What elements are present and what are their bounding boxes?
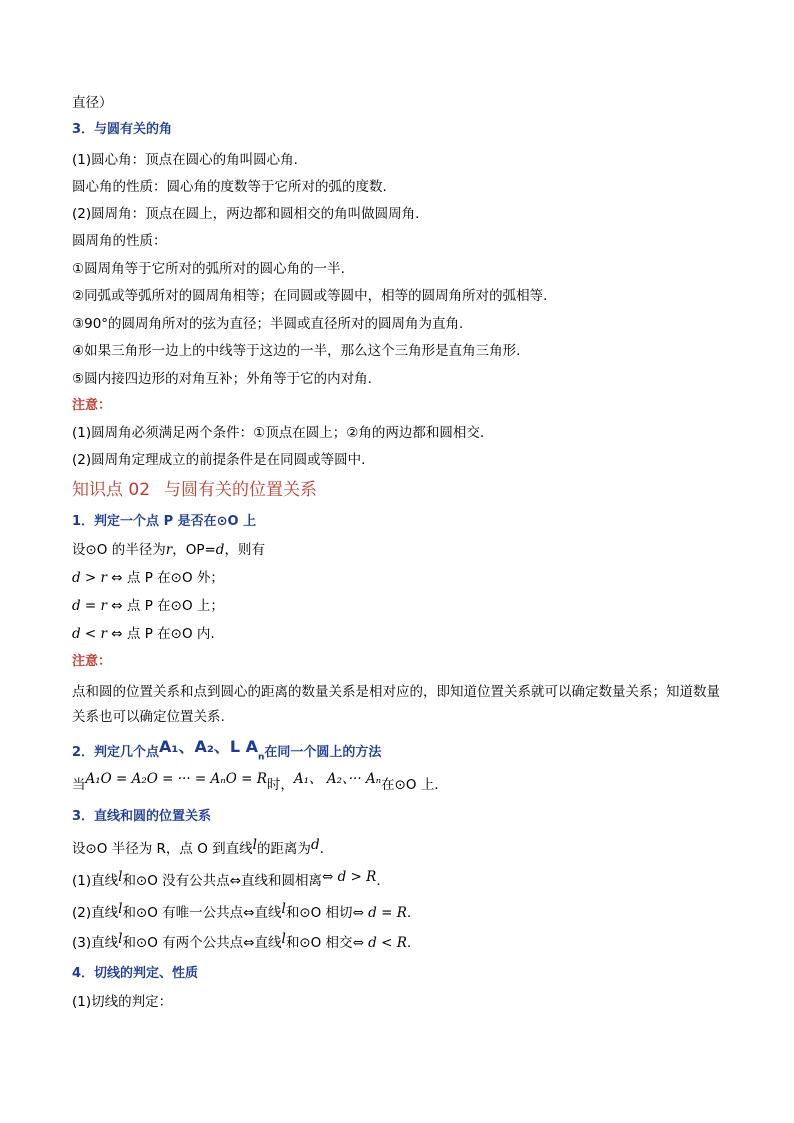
knowledge-point-title: 与圆有关的位置关系 bbox=[164, 480, 318, 500]
math-l: l bbox=[281, 901, 286, 917]
text-span: 2．判定几个点 bbox=[72, 745, 160, 760]
math-l: l bbox=[118, 931, 123, 947]
iff-symbol: ⇔ bbox=[243, 905, 255, 921]
text-span: ，OP= bbox=[172, 542, 216, 558]
math-l: l bbox=[281, 931, 286, 947]
text-span: 设⊙O 的半径为 bbox=[72, 542, 166, 558]
iff-symbol: ⇔ bbox=[107, 626, 127, 642]
list-item: ④如果三角形一边上的中线等于这边的一半，那么这个三角形是直角三角形. bbox=[72, 343, 521, 359]
text-span: . bbox=[376, 873, 381, 889]
math-condition: ⇔ d < R bbox=[352, 935, 407, 951]
text-span: ，则有 bbox=[224, 542, 265, 558]
text-span: (2)直线 bbox=[72, 905, 119, 921]
text-line bbox=[72, 901, 412, 922]
math-l: l bbox=[118, 869, 123, 885]
text-span: 当 bbox=[72, 777, 86, 793]
text-span: 在同一个圆上的方法 bbox=[264, 745, 382, 760]
note-label: 注意： bbox=[72, 398, 112, 413]
math-l: l bbox=[118, 901, 123, 917]
text-span: (1)直线 bbox=[72, 873, 119, 889]
knowledge-point-heading bbox=[72, 479, 317, 501]
iff-symbol: ⇔ bbox=[107, 570, 127, 586]
section-heading-concyclic bbox=[72, 737, 382, 767]
text-span: 时， bbox=[266, 777, 294, 793]
note-label: 注意： bbox=[72, 654, 112, 669]
math-inequality: d > r bbox=[72, 570, 107, 586]
text-span: 点 P 在⊙O 外； bbox=[126, 570, 224, 586]
text-line bbox=[72, 869, 381, 890]
section-heading-angles: 3．与圆有关的角 bbox=[72, 122, 173, 137]
text-span: 点 P 在⊙O 上； bbox=[126, 598, 224, 614]
list-item: ①圆周角等于它所对的弧所对的圆心角的一半. bbox=[72, 261, 345, 277]
text-line: (1)圆心角：顶点在圆心的角叫圆心角. bbox=[72, 152, 298, 168]
text-line bbox=[72, 931, 412, 952]
knowledge-point-label: 知识点 02 bbox=[72, 480, 151, 500]
text-line bbox=[72, 625, 215, 643]
iff-symbol: ⇔ bbox=[229, 873, 241, 889]
math-subscript: n bbox=[257, 752, 265, 763]
text-line: 圆心角的性质：圆心角的度数等于它所对的弧的度数. bbox=[72, 179, 387, 195]
text-span: 直线 bbox=[254, 905, 282, 921]
text-line bbox=[72, 837, 324, 858]
text-line bbox=[72, 597, 224, 615]
text-span: 设⊙O 半径为 R，点 O 到直线 bbox=[72, 841, 253, 857]
iff-symbol: ⇔ bbox=[243, 935, 255, 951]
list-item: ②同弧或等弧所对的圆周角相等；在同圆或等圆中，相等的圆周角所对的弧相等. bbox=[72, 288, 548, 304]
text-span: 和⊙O 相交 bbox=[285, 935, 353, 951]
text-span: 点 P 在⊙O 内. bbox=[126, 626, 215, 642]
math-condition: ⇔ d = R bbox=[352, 905, 407, 921]
text-line: (1)切线的判定： bbox=[72, 994, 173, 1010]
math-points: A₁、 A₂、··· Aₙ bbox=[293, 771, 382, 787]
text-line: (2)圆周角定理成立的前提条件是在同圆或等圆中. bbox=[72, 452, 366, 468]
text-span: (3)直线 bbox=[72, 935, 119, 951]
text-line: (1)圆周角必须满足两个条件：①顶点在圆上；②角的两边都和圆相交. bbox=[72, 425, 485, 441]
text-line: 直径） bbox=[72, 95, 113, 111]
list-item: ⑤圆内接四边形的对角互补；外角等于它的内对角. bbox=[72, 371, 372, 387]
text-span: 直线 bbox=[254, 935, 282, 951]
math-l: l bbox=[252, 837, 257, 853]
text-span: . bbox=[406, 905, 412, 921]
text-line bbox=[72, 569, 224, 587]
text-span: . bbox=[319, 841, 324, 857]
text-span: 和⊙O 没有公共点 bbox=[122, 873, 230, 889]
text-span: 和⊙O 有两个公共点 bbox=[122, 935, 244, 951]
math-d: d bbox=[310, 837, 320, 853]
text-line bbox=[72, 541, 265, 559]
math-equation: A₁O = A₂O = ··· = AₙO = R bbox=[85, 771, 267, 787]
math-points: A₁、A₂、L A bbox=[159, 737, 258, 756]
text-span: 直线和圆相离 bbox=[241, 873, 322, 889]
iff-symbol: ⇔ bbox=[107, 598, 127, 614]
text-span: 和⊙O 相切 bbox=[285, 905, 353, 921]
math-equality: d = r bbox=[72, 598, 107, 614]
text-span: 在⊙O 上. bbox=[381, 777, 439, 793]
text-span: 和⊙O 有唯一公共点 bbox=[122, 905, 244, 921]
math-inequality: d < r bbox=[72, 626, 107, 642]
text-span: 的距离为 bbox=[256, 841, 311, 857]
math-condition: ⇔ d > R bbox=[322, 869, 377, 885]
section-heading-point: 1．判定一个点 P 是否在⊙O 上 bbox=[72, 514, 257, 529]
text-line bbox=[72, 771, 439, 794]
section-heading-tangent: 4．切线的判定、性质 bbox=[72, 966, 199, 981]
section-heading-line-circle: 3．直线和圆的位置关系 bbox=[72, 809, 212, 824]
list-item: ③90°的圆周角所对的弦为直径；半圆或直径所对的圆周角为直角. bbox=[72, 316, 464, 332]
paragraph: 点和圆的位置关系和点到圆心的距离的数量关系是相对应的，即知道位置关系就可以确定数量关系；知道数量关系也可以确定位置关系. bbox=[72, 684, 720, 725]
text-line: 圆周角的性质： bbox=[72, 233, 167, 249]
math-d: d bbox=[215, 542, 225, 558]
math-r: r bbox=[165, 542, 173, 558]
text-line: (2)圆周角：顶点在圆上，两边都和圆相交的角叫做圆周角. bbox=[72, 206, 420, 222]
text-span: . bbox=[406, 935, 412, 951]
